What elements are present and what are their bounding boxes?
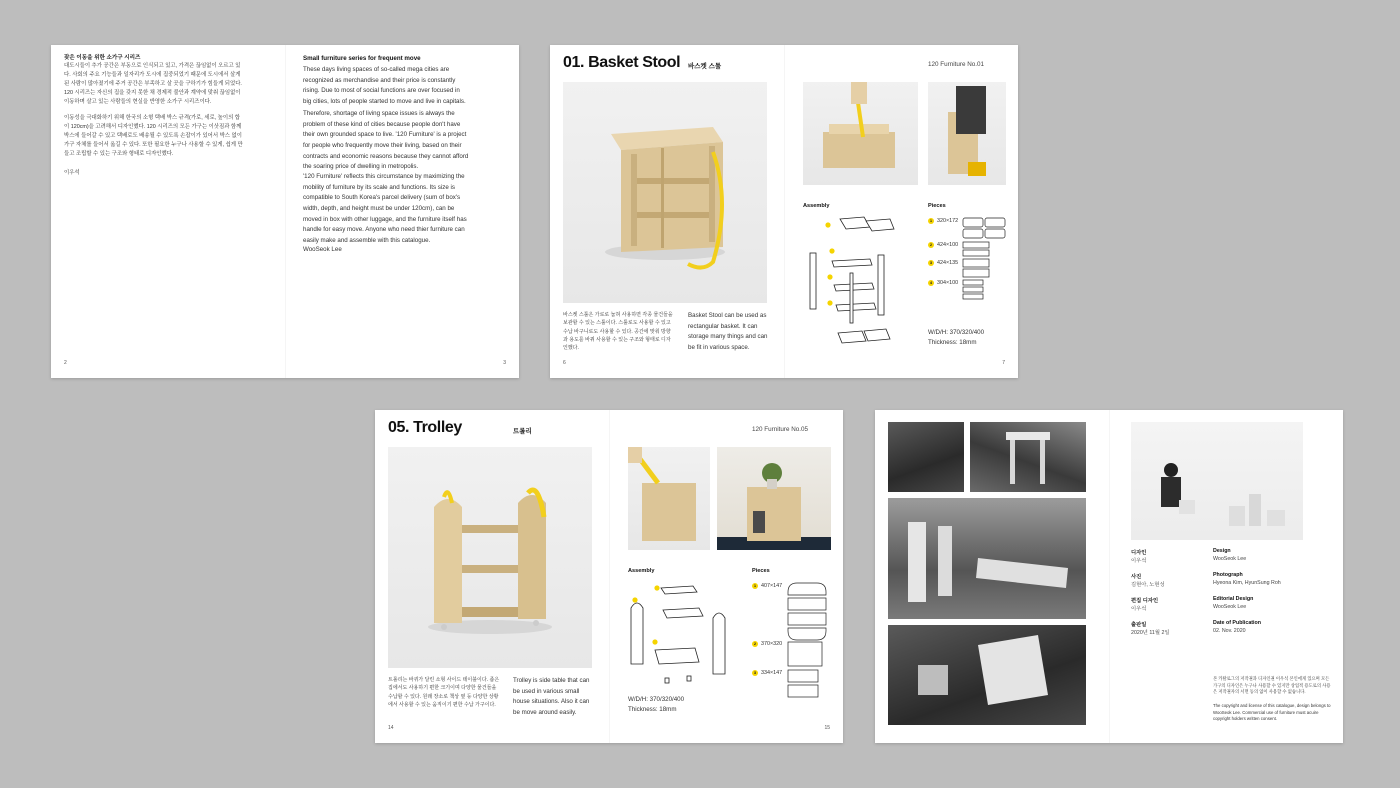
credit-kr-label: 편집 디자인: [1131, 598, 1159, 604]
trolley-carry-illustration: [628, 447, 710, 550]
kr-product-desc: 트롤리는 바퀴가 달린 소형 사이드 테이블이다. 좁은 집에서도 사용하기 편한 크기이며 다양한 물건들을 수납할 수 있다. 원래 장소로 책상 옆 등 다양한 상황에서 사용할 수 있는 움직이기 편한 수납 가구이다.: [388, 677, 500, 708]
credit-kr-value: 이우석: [1131, 606, 1147, 612]
credit-kr-label: 출판일: [1131, 622, 1147, 628]
piece-number: 2: [753, 641, 757, 646]
assembly-label: Assembly: [803, 203, 830, 209]
product-title: 05. Trolley: [388, 419, 462, 436]
product-series: 120 Furniture No.05: [752, 426, 809, 433]
credit-en-value: WooSeok Lee: [1213, 604, 1247, 610]
stool-basket-carry-photo: [803, 82, 918, 185]
stool-seated-photo: [928, 82, 1006, 185]
credit-en-label: Photograph: [1213, 572, 1243, 578]
trolley-room-illustration: [717, 447, 831, 550]
credit-en-label: Editorial Design: [1213, 596, 1254, 602]
process-photo-1: [888, 422, 964, 492]
kr-intro-title: 잦은 이동을 위한 소가구 시리즈: [64, 55, 141, 61]
page-number-right: 7: [1002, 360, 1005, 366]
credit-kr-label: 디자인: [1131, 550, 1147, 556]
en-copyright: The copyright and license of this catalogue, design belongs to WooSeok Lee. Commercial use of furniture must acuire copyright holders written consent.: [1213, 703, 1331, 722]
trolley-illustration: [388, 447, 592, 668]
piece-row: [752, 583, 782, 589]
process-photo-2-detail: [970, 422, 1086, 492]
product-kr-name: 트롤리: [513, 428, 532, 435]
en-intro-author: WooSeok Lee: [303, 246, 342, 253]
piece-row: [752, 641, 782, 647]
pieces-diagram: [787, 582, 827, 712]
basket-stool-photo: [563, 82, 767, 303]
piece-row: [928, 218, 958, 224]
pieces-diagram: [962, 217, 1008, 307]
process-photo-4-detail: [888, 625, 1086, 725]
piece-row: [928, 260, 958, 266]
thickness: Thickness: 18mm: [928, 339, 977, 346]
page-number-left: 14: [388, 725, 394, 731]
assembly-label: Assembly: [628, 568, 655, 574]
kr-intro-paragraph-1: 대도시들이 추가 공간은 부동으로 인식되고 있고, 가격은 끊임없이 오르고 있다. 사회의 주요 기능들과 일자리가 도시에 집중되었기 때문에 도시에서 살게 된 사람이 많아졌기에 주거 공간은 부족하고 살 곳을 구하기가 힘들게 되었다. 120 시리즈는 자신의 집을 갖지 못한 채 경제적 불안과 계약에 맞춰 끊임없이 이동하며 살고 있는 사람들의 현실을 반영한 소가구 시리즈이다.: [64, 63, 242, 105]
credit-en-value: Hyeona Kim, HyunSung Roh: [1213, 580, 1281, 586]
piece-size: 334×147: [761, 670, 783, 676]
page-number-left: 6: [563, 360, 566, 366]
credit-kr-value: 김현아, 노현성: [1131, 582, 1165, 588]
en-intro-paragraph-3: '120 Furniture' reflects this circumstance by maximizing the mobility of furniture by its scale and functions. Its size is compatible to South Korea's parcel delivery (sum of box's width, depth, and height must be under 120cm), can be moved in box with other luggage, and the furniture itself has handle for easy move. Anyone who need thier furniture can easily make and assemble with this catalogue.: [303, 173, 467, 244]
kr-product-desc: 바스켓 스툴은 가로로 눕혀 사용하면 각종 물건들을 보관할 수 있는 스툴이다. 스툴로도 사용할 수 있고 수납 바구니로도 사용할 수 있다. 공간에 맞춰 방향과 용도를 바꿔 사용할 수 있는 구조와 형태로 디자인했다.: [563, 312, 673, 351]
spread-credits: [875, 410, 1343, 743]
assembly-diagram: [800, 213, 920, 353]
process-photo-3: [888, 498, 1086, 619]
product-kr-name: 바스켓 스툴: [688, 63, 722, 70]
piece-row: [928, 242, 958, 248]
process-photo-2: [970, 422, 1086, 492]
dimensions: W/D/H: 370/320/400: [628, 696, 685, 703]
pieces-label: Pieces: [752, 568, 770, 574]
kr-intro-author: 이우석: [64, 170, 80, 176]
piece-size: 370×320: [761, 641, 783, 647]
process-photo-3-detail: [888, 498, 1086, 619]
pieces-label: Pieces: [928, 203, 946, 209]
carry-illustration: [803, 82, 918, 185]
product-title: 01. Basket Stool: [563, 54, 681, 71]
page-number-right: 3: [503, 360, 506, 366]
piece-number: 3: [929, 260, 933, 265]
portrait-detail: [1131, 422, 1303, 540]
credit-kr-value: 2020년 11월 2일: [1131, 630, 1170, 636]
page-number-right: 15: [824, 725, 830, 731]
spread-intro: [51, 45, 519, 378]
seated-illustration: [928, 82, 1006, 185]
page-fold: [609, 410, 610, 743]
piece-number: 3: [753, 670, 757, 675]
credit-kr-label: 사진: [1131, 574, 1142, 580]
piece-size: 424×100: [937, 242, 959, 248]
en-intro-paragraph-2: Therefore, shortage of living space issues is always the problem of these kind of cities because people don't have their own grounded space to live. '120 Furniture' is a project for people who frequently move their living, based on their contracts and economic reasons because they cannot afford the soaring price of dwelling in metropolis.: [303, 110, 469, 171]
piece-size: 407×147: [761, 583, 783, 589]
credit-en-label: Design: [1213, 548, 1231, 554]
page-number-left: 2: [64, 360, 67, 366]
en-product-desc: Trolley is side table that can be used in various small house situations. Also it can be move around easily.: [513, 677, 590, 716]
piece-number: 1: [753, 583, 757, 588]
piece-row: [928, 280, 958, 286]
piece-number: 2: [929, 242, 933, 247]
trolley-carry-photo: [628, 447, 710, 550]
kr-copyright: 본 카탈로그의 저작권과 디자인권 이우석 본인에게 있으며 모든 가구의 디자인은 누구나 사용할 수 있지만 상업적 용도로의 사용은 저작권자의 서면 동의 없이 사용할 수 없습니다.: [1213, 676, 1331, 695]
piece-number: 1: [929, 218, 933, 223]
assembly-diagram: [625, 578, 737, 702]
thickness: Thickness: 18mm: [628, 706, 677, 713]
designer-portrait-photo: [1131, 422, 1303, 540]
page-fold: [784, 45, 785, 378]
credit-en-value: 02. Nov. 2020: [1213, 628, 1246, 634]
en-intro-title: Small furniture series for frequent move: [303, 55, 421, 62]
dimensions: W/D/H: 370/320/400: [928, 329, 985, 336]
trolley-room-photo: [717, 447, 831, 550]
credit-en-value: WooSeok Lee: [1213, 556, 1247, 562]
en-intro-paragraph-1: These days living spaces of so-called mega cities are recognized as merchandise and their price is constantly rising. Due to most of social functions are over focused in big cities, lots of people started to move and live in capitals.: [303, 66, 466, 105]
trolley-photo: [388, 447, 592, 668]
spread-trolley: [375, 410, 843, 743]
en-product-desc: Basket Stool can be used as rectangular basket. It can storage many things and can be fit in various space.: [688, 312, 768, 351]
piece-size: 304×100: [937, 280, 959, 286]
page-fold: [1109, 410, 1110, 743]
credit-en-label: Date of Publication: [1213, 620, 1261, 626]
page-fold: [285, 45, 286, 378]
stool-illustration: [563, 82, 767, 303]
spread-basket-stool: [550, 45, 1018, 378]
piece-row: [752, 670, 782, 676]
piece-size: 320×172: [937, 218, 959, 224]
product-series: 120 Furniture No.01: [928, 61, 985, 68]
piece-number: 4: [929, 280, 933, 285]
piece-size: 424×135: [937, 260, 959, 266]
kr-intro-paragraph-2: 이동성을 극대화하기 위해 한국의 소형 택배 박스 규격(가로, 세로, 높이의 합이 120cm)을 고려해서 디자인했다. 120 시리즈의 모든 가구는 이삿짐과 함께 박스에 들어갈 수 있고 택배로도 배송될 수 있도록 손잡이가 있어서 박스 없이 가구 자체를 들어서 옮길 수 있다. 또한 필요한 누구나 사용할 수 있게, 쉽게 만들고 조립할 수 있는 구조와 형태로 디자인했다.: [64, 115, 243, 157]
credit-kr-value: 이우석: [1131, 558, 1147, 564]
process-photo-4: [888, 625, 1086, 725]
